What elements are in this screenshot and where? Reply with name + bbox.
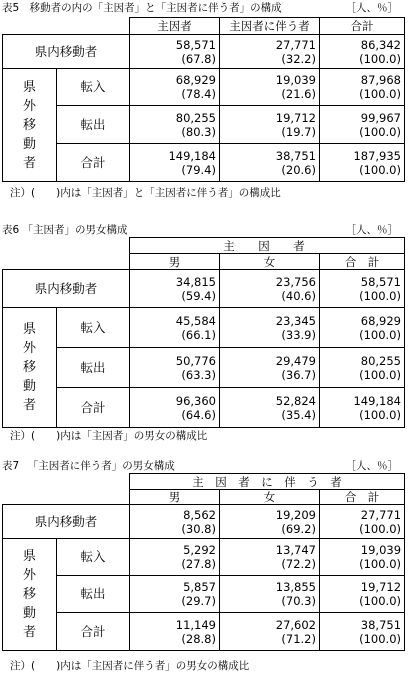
cell-ratio: (21.6) [281,87,316,101]
cell-ratio: (100.0) [359,327,401,342]
cell-value: 19,039 [275,73,316,87]
cell-ratio: (28.8) [181,631,216,646]
cell-value: 5,292 [183,543,216,557]
row-label: 合計 [57,388,130,428]
table6-corner [3,238,130,270]
cell-value: 58,571 [175,37,216,52]
table7-header-1: 女 [220,490,320,505]
table7-note: 注）( )内は「主因者に伴う者」の男女の構成比 [10,660,250,672]
cell-value: 13,855 [275,580,316,594]
cell-value: 50,776 [175,353,216,368]
cell-value: 149,184 [168,148,216,163]
table7-group-header: 主 因 者 に 伴 う 者 [130,474,405,490]
row-label: 転出 [57,106,130,144]
table5-header-2: 合計 [320,18,405,35]
cell-value: 19,712 [360,580,402,594]
table6-title: 表6 「主因者」の男女構成 [2,224,128,236]
cell-value: 38,751 [360,617,402,632]
table5-header-0: 主因者 [130,18,220,35]
table7-title: 表7 「主因者に伴う者」の男女構成 [2,460,175,472]
row-label: 転出 [57,576,130,613]
table5 [2,17,405,182]
cell-ratio: (100.0) [359,521,402,536]
table-row [3,348,405,388]
cell-value: 8,562 [183,507,216,522]
cell-value: 27,771 [275,37,316,52]
cell-ratio: (78.4) [181,87,216,101]
cell-value: 27,602 [275,617,316,632]
cell-value: 187,935 [353,148,401,163]
cell-value: 149,184 [353,393,401,408]
cell-ratio: (59.4) [181,288,216,303]
cell-value: 19,209 [275,507,316,522]
cell-ratio: (27.8) [181,557,216,571]
cell-value: 96,360 [175,393,216,408]
cell-value: 80,255 [360,353,401,368]
cell-value: 58,571 [360,274,401,289]
table6-unit: ［人、％］ [345,224,398,236]
cell-ratio: (100.0) [359,367,401,382]
cell-value: 87,968 [360,73,401,87]
table7-corner [3,474,130,505]
row-label: 県内移動者 [3,270,130,308]
cell-ratio: (67.8) [181,51,216,66]
vertical-label: 県外移動者 [3,69,57,182]
cell-value: 99,967 [360,110,401,125]
cell-value: 13,747 [275,543,316,557]
cell-value: 68,929 [175,73,216,87]
cell-ratio: (29.7) [181,594,216,608]
cell-ratio: (100.0) [359,594,402,608]
cell-ratio: (66.1) [181,327,216,342]
row-label: 県内移動者 [3,505,130,539]
cell-value: 68,929 [360,313,401,328]
cell-value: 80,255 [175,110,216,125]
cell-ratio: (72.2) [281,557,316,571]
cell-ratio: (30.8) [181,521,216,536]
table-row [3,35,405,69]
table7-unit: ［人、％］ [345,460,398,472]
cell-value: 11,149 [175,617,216,632]
table6-group-header: 主 因 者 [130,238,405,254]
table7-header-0: 男 [130,490,220,505]
row-label: 合計 [57,613,130,651]
cell-ratio: (36.7) [281,367,316,382]
table-row [3,69,405,106]
cell-value: 45,584 [175,313,216,328]
cell-value: 38,751 [275,148,316,163]
table-row [3,613,405,651]
table5-note: 注）( )内は「主因者」と「主因者に伴う者」の構成比 [10,187,281,199]
cell-ratio: (71.2) [281,631,316,646]
cell-value: 23,345 [275,313,316,328]
cell-ratio: (70.3) [281,594,316,608]
cell-ratio: (100.0) [359,124,401,139]
cell-value: 29,479 [275,353,316,368]
row-label: 転入 [57,69,130,106]
cell-ratio: (100.0) [359,87,401,101]
cell-value: 5,857 [183,580,216,594]
table-row [3,505,405,539]
cell-ratio: (40.6) [281,288,316,303]
cell-ratio: (79.4) [181,162,216,177]
row-label: 転入 [57,308,130,348]
table5-unit: ［人、％］ [345,2,398,14]
table-row [3,576,405,613]
cell-ratio: (20.6) [281,162,316,177]
cell-value: 19,712 [275,110,316,125]
table5-title: 表5 移動者の内の「主因者」と「主因者に伴う者」の構成 [2,2,282,14]
cell-value: 27,771 [360,507,402,522]
vertical-label: 県外移動者 [3,539,57,651]
cell-ratio: (100.0) [359,162,401,177]
table6-header-2: 合 計 [320,254,405,270]
vertical-label: 県外移動者 [3,308,57,428]
table-row [3,106,405,144]
cell-value: 19,039 [360,543,402,557]
cell-value: 86,342 [360,37,401,52]
table-row [3,539,405,576]
row-label: 合計 [57,144,130,182]
table6-header-0: 男 [130,254,220,270]
cell-ratio: (63.3) [181,367,216,382]
cell-value: 34,815 [175,274,216,289]
cell-ratio: (100.0) [359,407,401,422]
cell-ratio: (100.0) [359,288,401,303]
cell-ratio: (100.0) [359,51,401,66]
cell-ratio: (69.2) [281,521,316,536]
table6-note: 注）( )内は「主因者」の男女の構成比 [10,430,208,442]
cell-ratio: (100.0) [359,557,402,571]
cell-value: 52,824 [275,393,316,408]
cell-ratio: (33.9) [281,327,316,342]
table7-header-2: 合 計 [320,490,405,505]
cell-ratio: (35.4) [281,407,316,422]
table5-corner [3,18,130,35]
cell-ratio: (19.7) [281,124,316,139]
table5-header-1: 主因者に伴う者 [220,18,320,35]
table-row [3,388,405,428]
table-row [3,270,405,308]
table6-header-1: 女 [220,254,320,270]
table7 [2,473,405,651]
table-row [3,308,405,348]
cell-value: 23,756 [275,274,316,289]
row-label: 転入 [57,539,130,576]
table6 [2,237,405,428]
cell-ratio: (80.3) [181,124,216,139]
cell-ratio: (32.2) [281,51,316,66]
cell-ratio: (64.6) [181,407,216,422]
cell-ratio: (100.0) [359,631,402,646]
row-label: 県内移動者 [3,35,130,69]
table-row [3,144,405,182]
row-label: 転出 [57,348,130,388]
